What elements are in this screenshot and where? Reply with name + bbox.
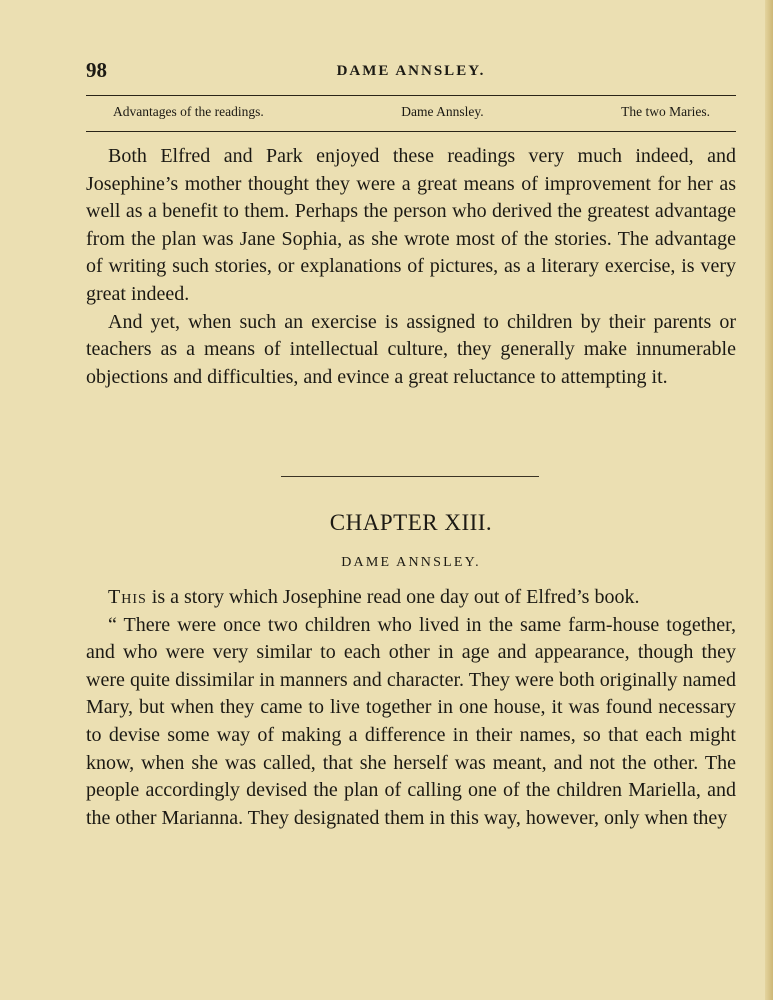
paragraph-rest: is a story which Josephine read one day out of Elfred’s book. [146,586,640,608]
chapter-title: CHAPTER XIII. [329,510,493,535]
topic-heading: Dame Annsley. [401,104,484,119]
page-number: 98 [86,58,107,82]
paragraph: “ There were once two children who lived in the same farm-house together, and who were very similar to each other in age and appearance, though they were quite dissimilar in manners and character. They were both originally named Mary, but when they came to live together in one house, it was found necessary to devise some way of making a difference in their names, so that each might know, when she was called, that she herself was meant, and not the other. The people accordingly devised the plan of calling one of the children Mariella, and the other Marianna. They designated them in this way, however, only when they [86,613,736,829]
chapter-subtitle: DAME ANNSLEY. [341,555,481,570]
section-divider [281,476,539,477]
topic-heading: Advantages of the readings. [113,104,264,119]
running-head [86,58,736,88]
paragraph: Both Elfred and Park enjoyed these readings very much indeed, and Josephine’s mother thought they were a great means of improvement for her as well as a benefit to them. Perhaps the person who derived the greatest advantage from the plan was Jane Sophia, as she wrote most of the stories. The advantage of writing such stories, or explanations of pictures, as a literary exercise, is very great indeed. [86,145,736,305]
topic-heading: The two Maries. [621,104,710,119]
running-head-title: DAME ANNSLEY. [336,63,486,79]
header-rule-bottom [86,131,736,132]
chapter-body [86,584,736,832]
topic-headings [86,104,736,120]
lead-word: This [108,586,147,608]
paragraph [86,584,736,612]
paragraph: And yet, when such an exercise is assigned to children by their parents or teachers as a means of intellectual culture, they generally make innumerable objections and difficulties, and evince a great reluctance to attempting it. [86,310,736,388]
page-edge [765,0,773,1000]
header-rule-top [86,95,736,96]
body-text [86,143,736,391]
